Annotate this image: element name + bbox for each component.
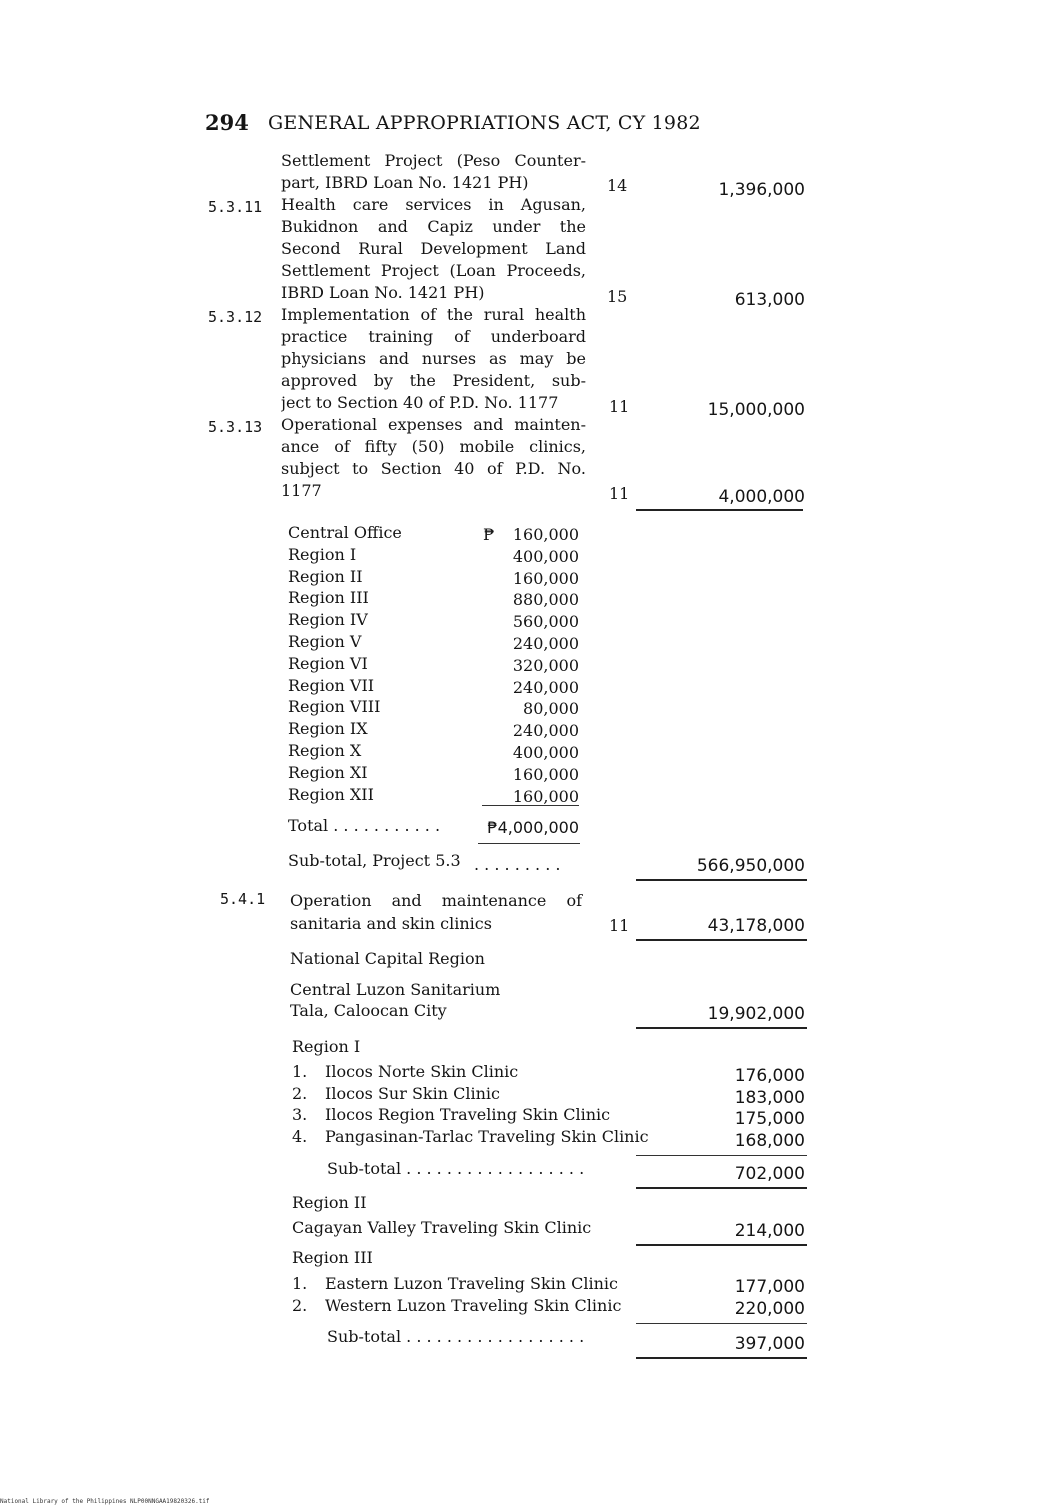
text-line: Health care services in Agusan, <box>281 195 586 214</box>
breakdown-region-amount: 160,000 <box>512 786 579 806</box>
clinic-amount: 214,000 <box>734 1221 805 1241</box>
clinic-name: Cagayan Valley Traveling Skin Clinic <box>292 1218 592 1237</box>
clinic-name: Pangasinan-Tarlac Traveling Skin Clinic <box>325 1126 649 1146</box>
breakdown-region-amount: 160,000 <box>512 525 579 544</box>
clinic-amount: 220,000 <box>734 1298 805 1319</box>
clinic-number: 1. <box>292 1274 308 1293</box>
item-description <box>281 150 586 194</box>
region-heading: Region II <box>292 1193 367 1212</box>
breakdown-region-amount: 240,000 <box>512 677 579 697</box>
clinic-name: Western Luzon Traveling Skin Clinic <box>325 1295 622 1315</box>
clinic-name: Ilocos Region Traveling Skin Clinic <box>325 1105 611 1124</box>
underline <box>636 1244 807 1246</box>
item-description-line: sanitaria and skin clinics <box>290 914 492 933</box>
scan-footer: National Library of the Philippines NLP00NNGAA19820326.tif <box>0 1498 210 1505</box>
peso-sign: ₱ <box>483 525 495 544</box>
item-amount: 1,396,000 <box>718 180 805 200</box>
underline <box>636 509 803 511</box>
text-line: Operational expenses and mainten- <box>281 415 586 434</box>
text-line: subject to Section 40 of P.D. No. <box>281 459 586 478</box>
clinic-name: Ilocos Sur Skin Clinic <box>325 1083 500 1103</box>
underline <box>636 1155 807 1156</box>
fund-code: 11 <box>609 484 630 503</box>
breakdown-total-amount: ₱4,000,000 <box>487 818 579 837</box>
item-amount: 4,000,000 <box>718 487 805 507</box>
breakdown-region-amount: 160,000 <box>512 764 579 784</box>
breakdown-region-amount: 240,000 <box>512 633 579 653</box>
text-word: of <box>566 891 582 910</box>
breakdown-region-label: Region X <box>288 740 362 760</box>
clinic-number: 2. <box>292 1083 308 1103</box>
underline <box>636 1323 807 1324</box>
subtotal-label: Sub-total . . . . . . . . . . . . . . . . . . <box>327 1327 585 1346</box>
breakdown-region-label: Region IX <box>288 719 368 739</box>
text-line: 1177 <box>281 481 322 500</box>
underline <box>636 939 807 941</box>
item-amount: 43,178,000 <box>707 916 805 936</box>
clinic-amount: 176,000 <box>734 1066 805 1086</box>
clinic-amount: 168,000 <box>734 1130 805 1151</box>
breakdown-region-amount: 80,000 <box>523 699 579 719</box>
breakdown-labels <box>288 522 402 805</box>
text-line: part, IBRD Loan No. 1421 PH) <box>281 173 529 192</box>
page-number: 294 <box>205 110 249 135</box>
underline <box>636 1357 807 1359</box>
underline <box>482 805 579 806</box>
underline <box>636 879 807 881</box>
text-word: and <box>391 891 422 910</box>
region3-amount-list <box>655 1277 805 1320</box>
breakdown-region-amount: 400,000 <box>512 546 579 566</box>
facility-amount: 19,902,000 <box>707 1004 805 1024</box>
subtotal-project-dots: . . . . . . . . . <box>474 855 561 874</box>
breakdown-region-label: Region IV <box>288 610 368 630</box>
fund-code: 15 <box>607 287 628 306</box>
item-amount: 613,000 <box>734 290 805 310</box>
breakdown-region-label: Region VII <box>288 675 375 695</box>
clinic-name: Ilocos Norte Skin Clinic <box>325 1062 519 1081</box>
breakdown-region-label: Region XII <box>288 784 374 804</box>
breakdown-region-amount: 880,000 <box>512 590 579 610</box>
text-line: Bukidnon and Capiz under the <box>281 217 586 236</box>
breakdown-region-label: Region III <box>288 588 369 608</box>
page-title: GENERAL APPROPRIATIONS ACT, CY 1982 <box>268 112 701 134</box>
item-amount: 15,000,000 <box>707 400 805 420</box>
clinic-amount: 183,000 <box>734 1087 805 1108</box>
fund-code: 14 <box>607 176 628 195</box>
item-code: 5.3.13 <box>208 418 263 436</box>
clinic-number: 1. <box>292 1062 308 1081</box>
breakdown-region-label: Region I <box>288 544 357 564</box>
fund-code: 11 <box>609 916 630 935</box>
breakdown-region-amount: 240,000 <box>512 721 579 741</box>
fund-code: 11 <box>609 397 630 416</box>
text-word: Operation <box>290 891 372 910</box>
clinic-name: Eastern Luzon Traveling Skin Clinic <box>325 1274 619 1293</box>
underline <box>478 843 580 844</box>
breakdown-region-label: Region VI <box>288 653 368 673</box>
clinic-number: 3. <box>292 1105 308 1124</box>
subtotal-label: Sub-total . . . . . . . . . . . . . . . . . . <box>327 1159 585 1178</box>
facility-name: Central Luzon Sanitarium <box>290 980 501 999</box>
clinic-amount: 175,000 <box>734 1109 805 1129</box>
breakdown-region-amount: 320,000 <box>512 655 579 675</box>
item-code: 5.3.11 <box>208 198 263 216</box>
text-line: Settlement Project (Loan Proceeds, <box>281 261 586 280</box>
clinic-amount: 177,000 <box>734 1277 805 1297</box>
text-line: Settlement Project (Peso Counter- <box>281 151 586 170</box>
text-line: practice training of underboard <box>281 327 586 346</box>
underline <box>636 1027 807 1029</box>
breakdown-region-label: Region V <box>288 631 362 651</box>
breakdown-region-amount: 160,000 <box>512 568 579 588</box>
text-line: Implementation of the rural health <box>281 305 586 324</box>
breakdown-amounts <box>484 525 579 808</box>
facility-location: Tala, Caloocan City <box>290 1001 447 1020</box>
breakdown-region-label: Region VIII <box>288 697 381 717</box>
breakdown-total-label: Total . . . . . . . . . . . <box>288 816 441 835</box>
region-heading: National Capital Region <box>290 949 485 968</box>
text-line: IBRD Loan No. 1421 PH) <box>281 283 485 302</box>
breakdown-region-amount: 400,000 <box>512 742 579 762</box>
item-code: 5.3.12 <box>208 308 263 326</box>
subtotal-project-amount: 566,950,000 <box>696 856 805 876</box>
item-description <box>281 194 586 304</box>
item-description-line <box>290 890 582 912</box>
subtotal-amount: 397,000 <box>734 1334 805 1354</box>
breakdown-region-label: Region XI <box>288 762 368 782</box>
region-heading: Region I <box>292 1037 361 1056</box>
subtotal-amount: 702,000 <box>734 1164 805 1184</box>
breakdown-region-amount: 560,000 <box>512 612 579 632</box>
text-line: ance of fifty (50) mobile clinics, <box>281 437 586 456</box>
item-description <box>281 304 586 414</box>
breakdown-region-label: Central Office <box>288 523 402 542</box>
clinic-number: 2. <box>292 1295 308 1315</box>
region1-amount-list <box>655 1066 805 1152</box>
item-description <box>281 414 586 502</box>
text-line: Second Rural Development Land <box>281 239 586 258</box>
text-word: maintenance <box>441 891 547 910</box>
breakdown-region-label: Region II <box>288 566 363 586</box>
item-code: 5.4.1 <box>220 890 266 908</box>
underline <box>636 1187 807 1189</box>
text-line: ject to Section 40 of P.D. No. 1177 <box>281 393 559 412</box>
clinic-number: 4. <box>292 1126 308 1146</box>
text-line: physicians and nurses as may be <box>281 349 586 368</box>
region-heading: Region III <box>292 1248 373 1267</box>
text-line: approved by the President, sub- <box>281 371 586 390</box>
subtotal-project-label: Sub-total, Project 5.3 <box>288 851 461 870</box>
